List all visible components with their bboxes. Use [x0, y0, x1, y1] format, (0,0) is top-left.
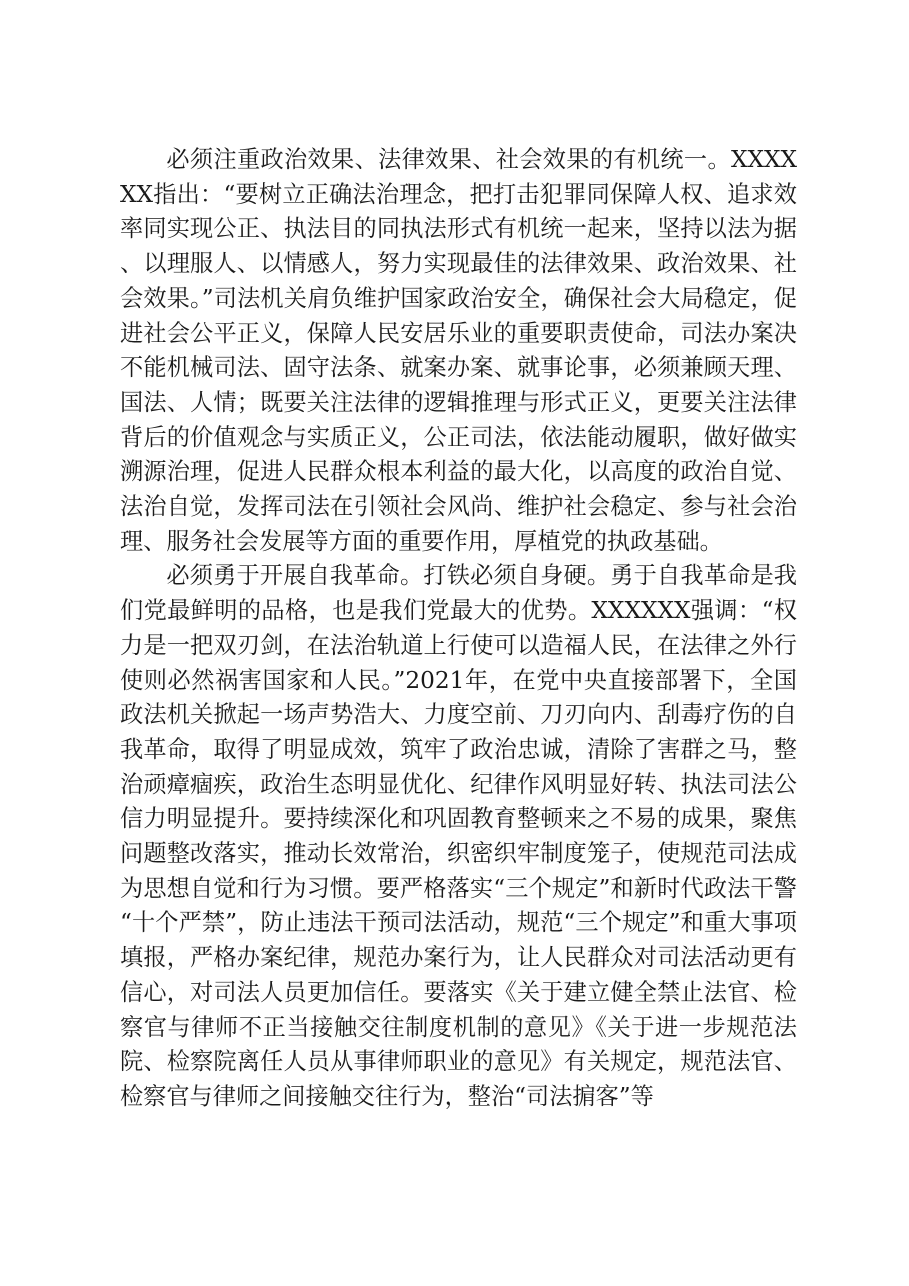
paragraph-political-legal-social-effects: 必须注重政治效果、法律效果、社会效果的有机统一。XXXXXX指出：“要树立正确法治理念，把打击犯罪同保障人权、追求效率同实现公正、执法目的同执法形式有机统一起来，坚持以法为据、以理服人、以情感人，努力实现最佳的法律效果、政治效果、社会效果。”司法机关肩负维护国家政治安全，确保社会大局稳定，促进社会公平正义，保障人民安居乐业的重要职责使命，司法办案决不能机械司法、固守法条、就案办案、就事论事，必须兼顾天理、国法、人情；既要关注法律的逻辑推理与形式正义，更要关注法律背后的价值观念与实质正义，公正司法，依法能动履职，做好做实溯源治理，促进人民群众根本利益的最大化，以高度的政治自觉、法治自觉，发挥司法在引领社会风尚、维护社会稳定、参与社会治理、服务社会发展等方面的重要作用，厚植党的执政基础。 [120, 146, 797, 555]
paragraph-self-revolution: 必须勇于开展自我革命。打铁必须自身硬。勇于自我革命是我们党最鲜明的品格，也是我们党最大的优势。XXXXXX强调：“权力是一把双刃剑，在法治轨道上行使可以造福人民，在法律之外行使则必然祸害国家和人民。”2021年，在党中央直接部署下，全国政法机关掀起一场声势浩大、力度空前、刀刃向内、刮毒疗伤的自我革命，取得了明显成效，筑牢了政治忠诚，清除了害群之马，整治顽瘴痼疾，政治生态明显优化、纪律作风明显好转、执法司法公信力明显提升。要持续深化和巩固教育整顿来之不易的成果，聚焦问题整改落实，推动长效常治，织密织牢制度笼子，使规范司法成为思想自觉和行为习惯。要严格落实“三个规定”和新时代政法干警“十个严禁”，防止违法干预司法活动，规范“三个规定”和重大事项填报，严格办案纪律，规范办案行为，让人民群众对司法活动更有信心，对司法人员更加信任。要落实《关于建立健全禁止法官、检察官与律师不正当接触交往制度机制的意见》《关于进一步规范法院、检察院离任人员从事律师职业的意见》有关规定，规范法官、检察官与律师之间接触交往行为，整治“司法掮客”等 [120, 562, 797, 1110]
document-page [120, 143, 797, 1115]
